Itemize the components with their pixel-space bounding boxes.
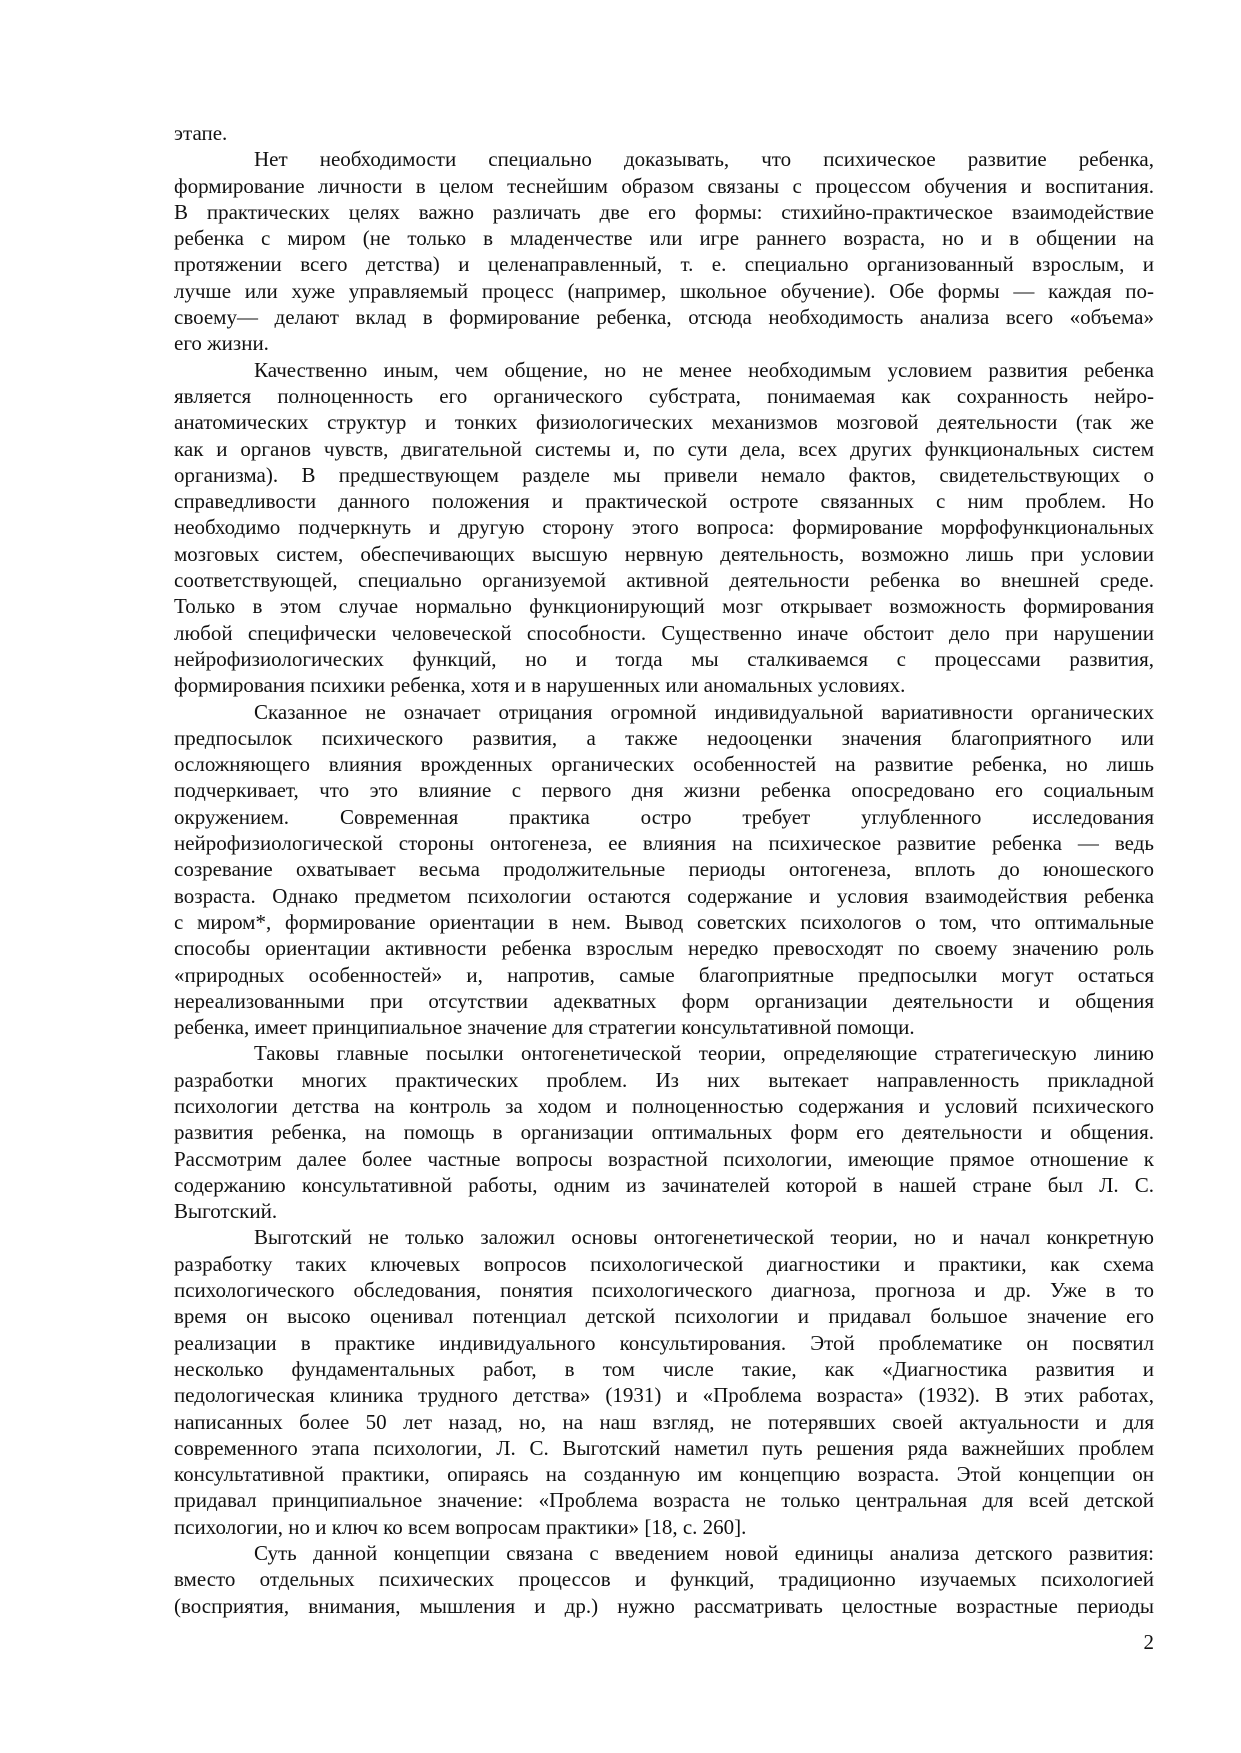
text-line: Суть данной концепции связана с введением новой единицы анализа детского развития: <box>254 1541 1154 1566</box>
text-line: окружением. Современная практика остро требует углубленного исследования <box>174 804 1154 829</box>
text-line: этапе. <box>174 121 228 145</box>
paragraph <box>174 146 1154 356</box>
text-line: любой специфически человеческой способности. Существенно иначе обстоит дело при нарушении <box>174 620 1154 645</box>
text-line: написанных более 50 лет назад, но, на наш взгляд, не потерявших своей актуальности и для <box>174 1409 1154 1434</box>
text-line: Выготский. <box>174 1199 278 1224</box>
text-line: созревание охватывает весьма продолжительные периоды онтогенеза, вплоть до юношеского <box>174 857 1154 882</box>
text-line: (восприятия, внимания, мышления и др.) нужно рассматривать целостные возрастные периоды <box>174 1593 1154 1618</box>
text-line: протяжении всего детства) и целенаправленный, т. е. специально организованный взрослым, и <box>174 252 1154 277</box>
text-line: ребенка с миром (не только в младенчестве или игре раннего возраста, но и в общении на <box>174 226 1154 251</box>
text-line: Таковы главные посылки онтогенетической теории, определяющие стратегическую линию <box>254 1041 1154 1066</box>
page-number: 2 <box>1143 1630 1154 1654</box>
text-line: способы ориентации активности ребенка взрослым нередко превосходят по своему значению роль <box>174 936 1154 961</box>
text-line: нейрофизиологической стороны онтогенеза, ее влияния на психическое развитие ребенка — ведь <box>174 831 1154 856</box>
text-line: соответствующей, специально организуемой активной деятельности ребенка во внешней среде. <box>174 568 1154 593</box>
text-line: современного этапа психологии, Л. С. Выготский наметил путь решения ряда важнейших проблем <box>174 1435 1154 1460</box>
text-line: организма). В предшествующем разделе мы привели немало фактов, свидетельствующих о <box>174 462 1154 487</box>
text-line: время он высоко оценивал потенциал детской психологии и придавал большое значение его <box>174 1304 1154 1329</box>
text-line: нейрофизиологических функций, но и тогда мы сталкиваемся с процессами развития, <box>174 646 1154 671</box>
body-text <box>174 120 1154 1619</box>
paragraph <box>174 120 1154 146</box>
text-line: подчеркивает, что это влияние с первого дня жизни ребенка опосредовано его социальным <box>174 778 1154 803</box>
text-line: возраста. Однако предметом психологии остаются содержание и условия взаимодействия ребенка <box>174 883 1154 908</box>
text-line: ребенка, имеет принципиальное значение для стратегии консультативной помощи. <box>174 1015 915 1040</box>
text-line: мозговых систем, обеспечивающих высшую нервную деятельность, возможно лишь при условии <box>174 541 1154 566</box>
text-line: Только в этом случае нормально функционирующий мозг открывает возможность формирования <box>174 594 1154 619</box>
text-line: лучше или хуже управляемый процесс (например, школьное обучение). Обе формы — каждая по- <box>174 278 1154 303</box>
text-line: предпосылок психического развития, а также недооценки значения благоприятного или <box>174 725 1154 750</box>
text-line: вместо отдельных психических процессов и функций, традиционно изучаемых психологией <box>174 1567 1154 1592</box>
text-line: формирование личности в целом теснейшим образом связаны с процессом обучения и воспитания. <box>174 173 1154 198</box>
text-line: педологическая клиника трудного детства» (1931) и «Проблема возраста» (1932). В этих работах, <box>174 1383 1154 1408</box>
text-line: Качественно иным, чем общение, но не менее необходимым условием развития ребенка <box>254 357 1154 382</box>
text-line: с миром*, формирование ориентации в нем. Вывод советских психологов о том, что оптимальные <box>174 909 1154 934</box>
text-line: справедливости данного положения и практической остроте связанных с ним проблем. Но <box>174 489 1154 514</box>
text-line: формирования психики ребенка, хотя и в нарушенных или аномальных условиях. <box>174 673 906 698</box>
text-line: Рассмотрим далее более частные вопросы возрастной психологии, имеющие прямое отношение к <box>174 1146 1154 1171</box>
paragraph <box>174 699 1154 1041</box>
text-line: психологии, но и ключ ко всем вопросам практики» [18, с. 260]. <box>174 1514 747 1539</box>
text-line: реализации в практике индивидуального консультирования. Этой проблематике он посвятил <box>174 1330 1154 1355</box>
text-line: разработку таких ключевых вопросов психологической диагностики и практики, как схема <box>174 1251 1154 1276</box>
text-line: Выготский не только заложил основы онтогенетической теории, но и начал конкретную <box>254 1225 1154 1250</box>
paragraph <box>174 1040 1154 1224</box>
text-line: является полноценность его органического субстрата, понимаемая как сохранность нейро- <box>174 383 1154 408</box>
text-line: Сказанное не означает отрицания огромной индивидуальной вариативности органических <box>254 699 1154 724</box>
text-line: развития ребенка, на помощь в организации оптимальных форм его деятельности и общения. <box>174 1120 1154 1145</box>
text-line: как и органов чувств, двигательной системы и, по сути дела, всех других функциональных систем <box>174 436 1154 461</box>
text-line: анатомических структур и тонких физиологических механизмов мозговой деятельности (так же <box>174 410 1154 435</box>
text-line: консультативной практики, опираясь на созданную им концепцию возраста. Этой концепции он <box>174 1462 1154 1487</box>
text-line: его жизни. <box>174 331 269 356</box>
text-line: Нет необходимости специально доказывать, что психическое развитие ребенка, <box>254 147 1154 172</box>
text-line: своему— делают вклад в формирование ребенка, отсюда необходимость анализа всего «объема» <box>174 305 1154 330</box>
paragraph <box>174 357 1154 699</box>
text-line: осложняющего влияния врожденных органических особенностей на развитие ребенка, но лишь <box>174 752 1154 777</box>
text-line: психологического обследования, понятия психологического диагноза, прогноза и др. Уже в то <box>174 1278 1154 1303</box>
text-line: несколько фундаментальных работ, в том числе такие, как «Диагностика развития и <box>174 1356 1154 1381</box>
text-line: содержанию консультативной работы, одним из зачинателей которой в нашей стране был Л. С. <box>174 1172 1154 1197</box>
text-line: разработки многих практических проблем. Из них вытекает направленность прикладной <box>174 1067 1154 1092</box>
text-line: «природных особенностей» и, напротив, самые благоприятные предпосылки могут остаться <box>174 962 1154 987</box>
text-line: придавал принципиальное значение: «Проблема возраста не только центральная для всей детской <box>174 1488 1154 1513</box>
text-line: психологии детства на контроль за ходом и полноценностью содержания и условий психического <box>174 1093 1154 1118</box>
text-line: нереализованными при отсутствии адекватных форм организации деятельности и общения <box>174 988 1154 1013</box>
text-line: В практических целях важно различать две его формы: стихийно-практическое взаимодействие <box>174 199 1154 224</box>
paragraph <box>174 1224 1154 1540</box>
paragraph <box>174 1540 1154 1619</box>
text-line: необходимо подчеркнуть и другую сторону этого вопроса: формирование морфофункциональных <box>174 515 1154 540</box>
